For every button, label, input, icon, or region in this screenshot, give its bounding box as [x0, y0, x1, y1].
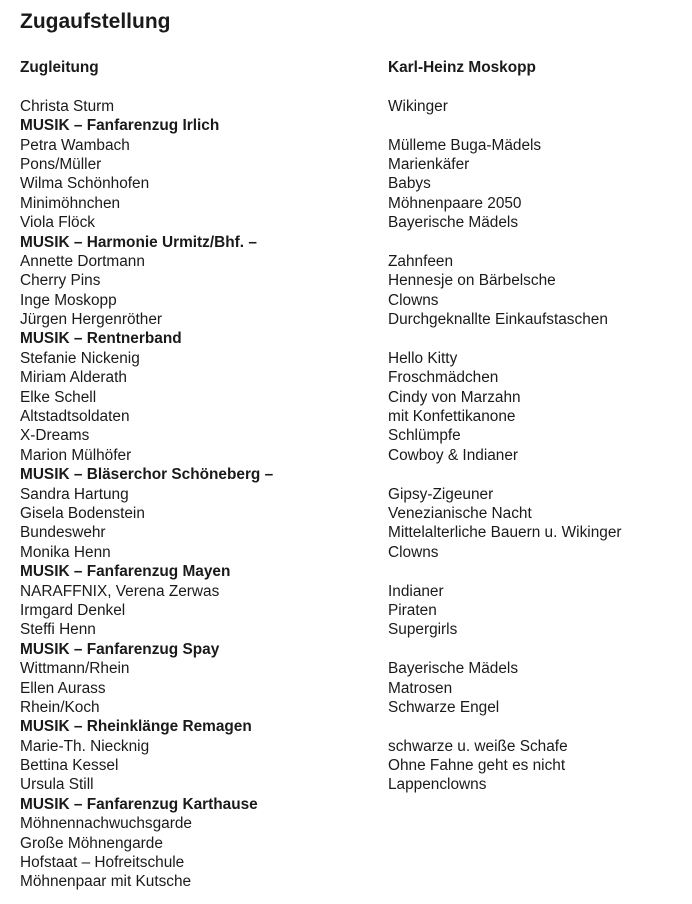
list-item [20, 737, 680, 756]
participant-name: MUSIK – Fanfarenzug Karthause [20, 795, 258, 813]
participant-name: Bettina Kessel [20, 757, 119, 775]
group-theme: Karl-Heinz Moskopp [388, 59, 536, 76]
section-heading-row [20, 717, 680, 736]
group-theme: Gipsy-Zigeuner [388, 485, 494, 503]
participant-name: Altstadtsoldaten [20, 408, 130, 426]
list-item [20, 388, 680, 407]
list-item [20, 291, 680, 310]
group-theme: Bayerische Mädels [388, 660, 519, 678]
parade-order-list [20, 58, 680, 892]
section-heading-row [20, 58, 680, 77]
participant-name: Möhnenpaar mit Kutsche [20, 873, 192, 891]
participant-name: MUSIK – Fanfarenzug Irlich [20, 117, 220, 135]
participant-name: Minimöhnchen [20, 194, 121, 212]
participant-name: Pons/Müller [20, 155, 102, 173]
group-theme: Indianer [388, 582, 444, 600]
participant-name: Stefanie Nickenig [20, 349, 140, 367]
participant-name: Viola Flöck [20, 214, 95, 232]
participant-name: Ursula Still [20, 776, 94, 794]
participant-name: Cherry Pins [20, 272, 101, 290]
list-item [20, 543, 680, 562]
group-theme: Clowns [388, 543, 439, 561]
group-theme: Mittelalterliche Bauern u. Wikinger [388, 524, 622, 542]
participant-name: Miriam Alderath [20, 369, 127, 387]
section-heading-row [20, 465, 680, 484]
list-item [20, 213, 680, 232]
list-item [20, 446, 680, 465]
group-theme: Venezianische Nacht [388, 504, 532, 522]
participant-name: MUSIK – Harmonie Urmitz/Bhf. – [20, 233, 257, 251]
list-item [20, 252, 680, 271]
participant-name: Gisela Bodenstein [20, 504, 145, 522]
participant-name: Marion Mülhöfer [20, 446, 132, 464]
participant-name: Hofstaat – Hofreitschule [20, 854, 185, 872]
group-theme: Ohne Fahne geht es nicht [388, 757, 566, 775]
group-theme: Möhnenpaare 2050 [388, 194, 522, 212]
list-item [20, 601, 680, 620]
group-theme: Hello Kitty [388, 349, 458, 367]
list-item [20, 679, 680, 698]
participant-name: Bundeswehr [20, 524, 106, 542]
page-title: Zugaufstellung [20, 10, 171, 33]
list-item [20, 271, 680, 290]
section-heading-row [20, 562, 680, 581]
participant-name: MUSIK – Rheinklänge Remagen [20, 718, 252, 736]
list-item [20, 504, 680, 523]
participant-name: Sandra Hartung [20, 485, 129, 503]
list-item [20, 349, 680, 368]
group-theme: Schlümpfe [388, 427, 461, 445]
participant-name: Möhnennachwuchsgarde [20, 815, 192, 833]
group-theme: Piraten [388, 601, 437, 619]
participant-name: Wittmann/Rhein [20, 660, 130, 678]
list-item [20, 775, 680, 794]
participant-name: Wilma Schönhofen [20, 175, 150, 193]
participant-name: Irmgard Denkel [20, 601, 126, 619]
group-theme: Cindy von Marzahn [388, 388, 521, 406]
participant-name: MUSIK – Fanfarenzug Spay [20, 640, 220, 658]
group-theme: Bayerische Mädels [388, 214, 519, 232]
section-heading-row [20, 116, 680, 135]
participant-name: Monika Henn [20, 543, 111, 561]
list-item [20, 814, 680, 833]
participant-name: Petra Wambach [20, 136, 130, 154]
group-theme: mit Konfettikanone [388, 408, 516, 426]
list-item [20, 834, 680, 853]
list-item [20, 582, 680, 601]
participant-name: Zugleitung [20, 59, 99, 76]
group-theme: Cowboy & Indianer [388, 446, 519, 464]
participant-name: X-Dreams [20, 427, 90, 445]
section-heading-row [20, 329, 680, 348]
group-theme: Schwarze Engel [388, 698, 500, 716]
group-theme: Lappenclowns [388, 776, 487, 794]
list-item [20, 155, 680, 174]
list-item [20, 485, 680, 504]
group-theme: Mülleme Buga-Mädels [388, 136, 542, 154]
list-item [20, 659, 680, 678]
participant-name: Jürgen Hergenröther [20, 311, 163, 329]
group-theme: Babys [388, 175, 431, 193]
list-item [20, 97, 680, 116]
participant-name: MUSIK – Rentnerband [20, 330, 182, 348]
list-item [20, 426, 680, 445]
spacer-row [20, 77, 680, 96]
list-item [20, 872, 680, 891]
list-item [20, 756, 680, 775]
participant-name: NARAFFNIX, Verena Zerwas [20, 582, 220, 600]
group-theme: Froschmädchen [388, 369, 499, 387]
section-heading-row [20, 233, 680, 252]
section-heading-row [20, 795, 680, 814]
participant-name: Elke Schell [20, 388, 97, 406]
participant-name: Inge Moskopp [20, 291, 117, 309]
list-item [20, 136, 680, 155]
group-theme: Marienkäfer [388, 155, 470, 173]
participant-name: Annette Dortmann [20, 252, 145, 270]
group-theme: Matrosen [388, 679, 453, 697]
group-theme: Clowns [388, 291, 439, 309]
section-heading-row [20, 640, 680, 659]
participant-name: Christa Sturm [20, 97, 115, 115]
group-theme: schwarze u. weiße Schafe [388, 737, 568, 755]
list-item [20, 368, 680, 387]
participant-name: Marie-Th. Niecknig [20, 737, 150, 755]
list-item [20, 523, 680, 542]
participant-name: Steffi Henn [20, 621, 96, 639]
participant-name: Ellen Aurass [20, 679, 106, 697]
list-item [20, 407, 680, 426]
participant-name: MUSIK – Fanfarenzug Mayen [20, 563, 231, 581]
list-item [20, 698, 680, 717]
list-item [20, 310, 680, 329]
group-theme: Hennesje on Bärbelsche [388, 272, 556, 290]
participant-name: MUSIK – Bläserchor Schöneberg – [20, 466, 274, 484]
list-item [20, 620, 680, 639]
participant-name: Große Möhnengarde [20, 834, 163, 852]
participant-name: Rhein/Koch [20, 698, 100, 716]
list-item [20, 174, 680, 193]
group-theme: Zahnfeen [388, 252, 454, 270]
list-item [20, 853, 680, 872]
group-theme: Wikinger [388, 97, 448, 115]
group-theme: Durchgeknallte Einkaufstaschen [388, 311, 608, 329]
group-theme: Supergirls [388, 621, 458, 639]
list-item [20, 194, 680, 213]
